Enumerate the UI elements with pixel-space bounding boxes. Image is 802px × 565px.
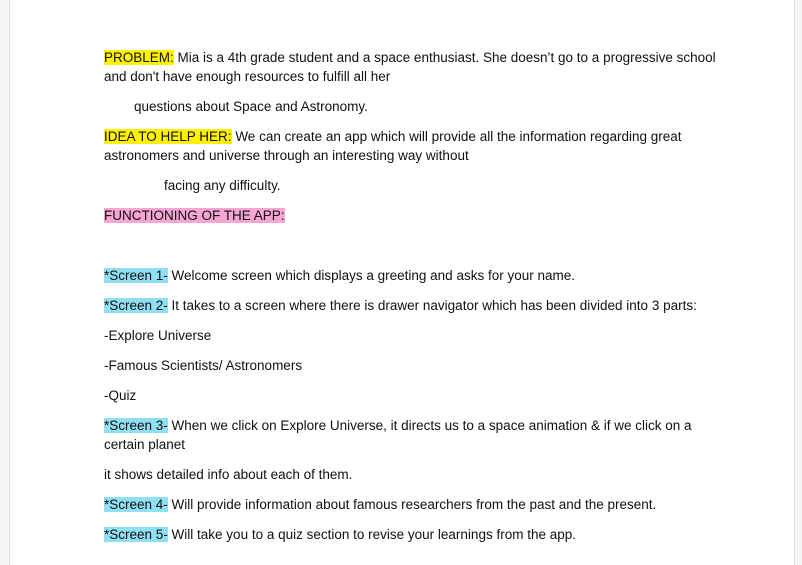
screen-2-text: It takes to a screen where there is drawer navigator which has been divided into 3 parts: — [167, 298, 697, 313]
part-explore-universe: -Explore Universe — [104, 328, 212, 343]
screen-1-label: *Screen 1- — [104, 268, 168, 283]
document-page — [10, 0, 794, 565]
part-famous-scientists: -Famous Scientists/ Astronomers — [104, 358, 303, 373]
screen-4-line — [104, 495, 656, 514]
screen-4-text: Will provide information about famous researchers from the past and the present. — [167, 497, 657, 512]
problem-text: Mia is a 4th grade student and a space enthusiast. She doesn’t go to a progressive school — [173, 50, 716, 65]
idea-line-1 — [104, 127, 682, 146]
screen-5-line — [104, 525, 576, 544]
screen-1-text: Welcome screen which displays a greeting and asks for your name. — [167, 268, 575, 283]
problem-line-2: and don't have enough resources to fulfill all her — [104, 69, 391, 84]
screen-3-line-3: it shows detailed info about each of them. — [104, 467, 353, 482]
idea-text: We can create an app which will provide all the information regarding great — [231, 129, 682, 144]
screen-3-line-1 — [104, 416, 692, 435]
functioning-heading-text: FUNCTIONING OF THE APP: — [104, 208, 285, 223]
idea-label: IDEA TO HELP HER: — [104, 129, 232, 144]
screen-3-line-2: certain planet — [104, 437, 186, 452]
screen-3-text: When we click on Explore Universe, it directs us to a space animation & if we click on a — [167, 418, 692, 433]
screen-2-line — [104, 296, 697, 315]
screen-5-label: *Screen 5- — [104, 527, 168, 542]
screen-3-label: *Screen 3- — [104, 418, 168, 433]
screen-2-label: *Screen 2- — [104, 298, 168, 313]
functioning-heading — [104, 206, 285, 225]
part-quiz: -Quiz — [104, 388, 137, 403]
problem-label: PROBLEM: — [104, 50, 174, 65]
idea-line-2: astronomers and universe through an interesting way without — [104, 148, 469, 163]
screen-4-label: *Screen 4- — [104, 497, 168, 512]
problem-line-1 — [104, 48, 716, 67]
problem-line-3: questions about Space and Astronomy. — [134, 99, 368, 114]
screen-1-line — [104, 266, 575, 285]
idea-line-3: facing any difficulty. — [164, 178, 281, 193]
screen-5-text: Will take you to a quiz section to revise your learnings from the app. — [167, 527, 576, 542]
